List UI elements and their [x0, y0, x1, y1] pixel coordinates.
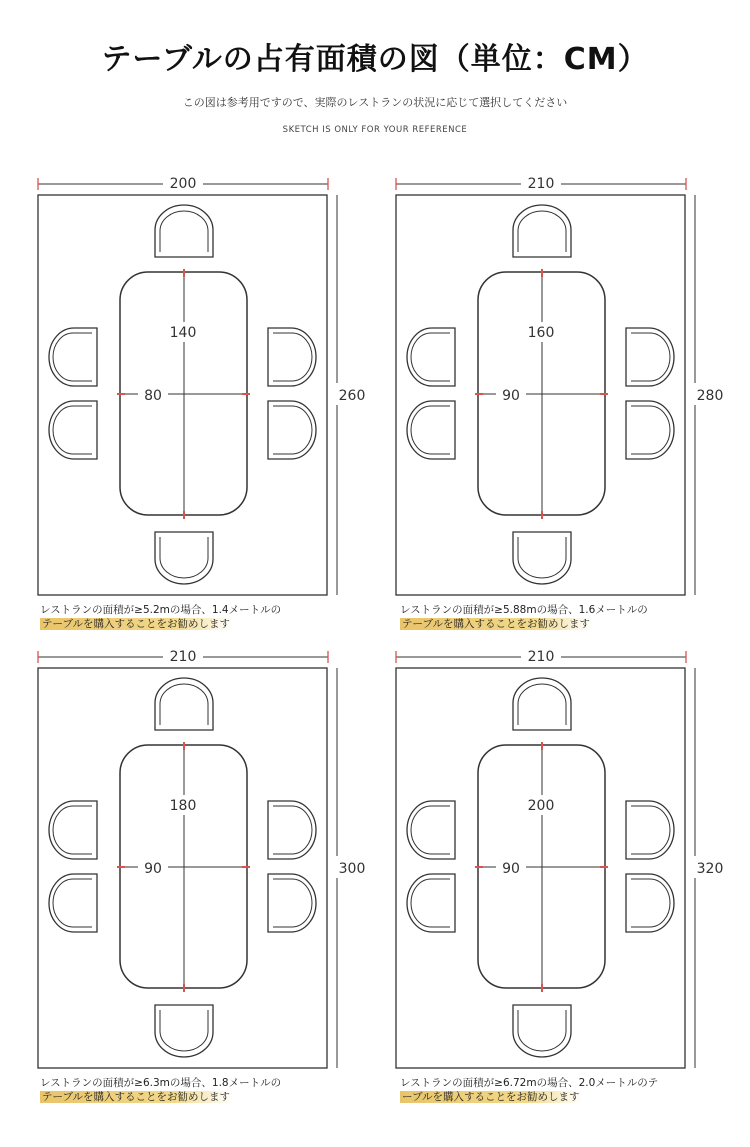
room-width-label: 210: [169, 649, 197, 665]
caption-line-1: レストランの面積が≥6.3mの場合、1.8メートルの: [40, 1077, 282, 1089]
table-length-label: 180: [169, 798, 197, 814]
table-length-label: 140: [169, 325, 197, 341]
chair-left-2: [49, 874, 97, 932]
chair-right-1: [268, 801, 316, 859]
chair-bottom: [155, 1005, 213, 1057]
chair-right-1: [268, 328, 316, 386]
chair-right-1: [626, 801, 674, 859]
caption-3: [40, 1076, 281, 1104]
table-length-label: 160: [527, 325, 555, 341]
chair-right-1: [626, 328, 674, 386]
caption-1: [40, 603, 281, 631]
room-width-label: 210: [527, 176, 555, 192]
diagram-3: [38, 647, 365, 1068]
table-length-label: 200: [527, 798, 555, 814]
chair-left-2: [407, 874, 455, 932]
caption-line-2: ーブルを購入することをお勧めします: [402, 1091, 580, 1103]
chair-top: [513, 205, 571, 257]
caption-line-1: レストランの面積が≥5.2mの場合、1.4メートルの: [40, 604, 282, 616]
chair-top: [155, 205, 213, 257]
table-width-label: 90: [502, 388, 520, 404]
chair-left-1: [407, 801, 455, 859]
chair-bottom: [513, 532, 571, 584]
page-title: テーブルの占有面積の図（単位：CM）: [101, 42, 649, 77]
chair-left-1: [407, 328, 455, 386]
caption-line-2: テーブルを購入することをお勧めします: [42, 618, 231, 630]
chair-left-2: [49, 401, 97, 459]
diagram-1: [38, 174, 365, 595]
chair-top: [513, 678, 571, 730]
table-width-label: 90: [502, 861, 520, 877]
chair-right-2: [268, 401, 316, 459]
chair-right-2: [626, 874, 674, 932]
room-depth-label: 300: [338, 861, 366, 877]
caption-line-1: レストランの面積が≥5.88mの場合、1.6メートルの: [400, 604, 648, 616]
chair-bottom: [155, 532, 213, 584]
page-subtitle: この図は参考用ですので、実際のレストランの状況に応じて選択してください: [182, 96, 568, 109]
room-depth-label: 260: [338, 388, 366, 404]
caption-2: [400, 603, 648, 631]
chair-left-1: [49, 801, 97, 859]
chair-left-2: [407, 401, 455, 459]
caption-line-1: レストランの面積が≥6.72mの場合、2.0メートルのテ: [400, 1077, 659, 1089]
table-width-label: 80: [144, 388, 162, 404]
chair-top: [155, 678, 213, 730]
room-depth-label: 320: [696, 861, 724, 877]
room-depth-label: 280: [696, 388, 724, 404]
chair-bottom: [513, 1005, 571, 1057]
chair-right-2: [626, 401, 674, 459]
chair-left-1: [49, 328, 97, 386]
caption-line-2: テーブルを購入することをお勧めします: [402, 618, 591, 630]
sketch-note: SKETCH IS ONLY FOR YOUR REFERENCE: [282, 125, 468, 135]
table-width-label: 90: [144, 861, 162, 877]
diagram-4: [396, 647, 723, 1068]
chair-right-2: [268, 874, 316, 932]
room-width-label: 210: [527, 649, 555, 665]
room-width-label: 200: [169, 176, 197, 192]
caption-line-2: テーブルを購入することをお勧めします: [42, 1091, 231, 1103]
diagram-2: [396, 174, 723, 595]
caption-4: [400, 1076, 658, 1104]
